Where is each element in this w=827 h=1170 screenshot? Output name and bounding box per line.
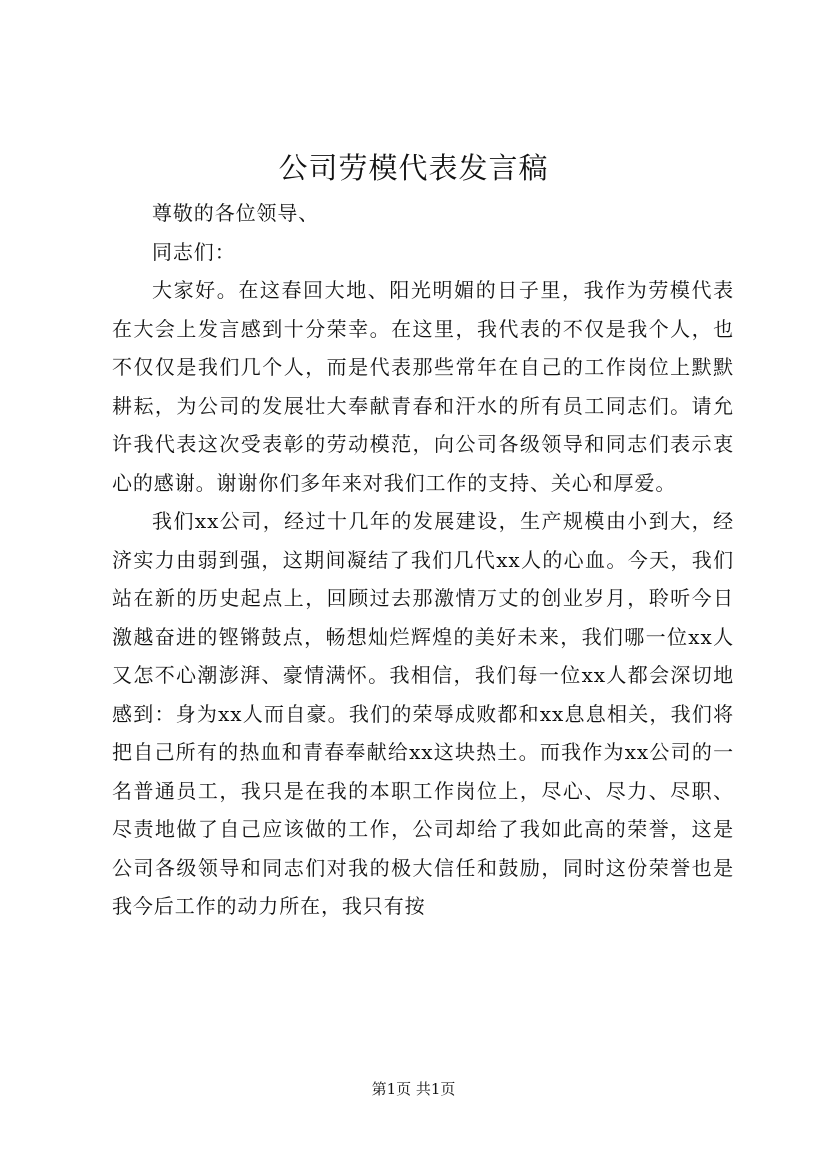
page-number-footer: 第1页 共1页 <box>371 1080 456 1098</box>
paragraph-greeting: 大家好。在这春回大地、阳光明媚的日子里，我作为劳模代表在大会上发言感到十分荣幸。在这里，我代表的不仅是我个人，也不仅仅是我们几个人，而是代表那些常年在自己的工作岗位上默默耕耘，为公司的发展壮大奉献青春和汗水的所有员工同志们。请允许我代表这次受表彰的劳动模范，向公司各级领导和同志们表示衷心的感谢。谢谢你们多年来对我们工作的支持、关心和厚爱。 <box>112 278 734 495</box>
salutation-line-2: 同志们： <box>152 239 236 264</box>
page-title: 公司劳模代表发言稿 <box>278 151 549 185</box>
document-body <box>112 194 734 926</box>
paragraph-company: 我们xx公司，经过十几年的发展建设，生产规模由小到大，经济实力由弱到强，这期间凝结了我们几代xx人的心血。今天，我们站在新的历史起点上，回顾过去那激情万丈的创业岁月，聆听今日激越奋进的铿锵鼓点，畅想灿烂辉煌的美好未来，我们哪一位xx人又怎不心潮澎湃、豪情满怀。我相信，我们每一位xx人都会深切地感到：身为xx人而自豪。我们的荣辱成败都和xx息息相关，我们将把自己所有的热血和青春奉献给xx这块热土。而我作为xx公司的一名普通员工，我只是在我的本职工作岗位上，尽心、尽力、尽职、尽责地做了自己应该做的工作，公司却给了我如此高的荣誉，这是公司各级领导和同志们对我的极大信任和鼓励，同时这份荣誉也是我今后工作的动力所在，我只有按 <box>112 509 734 918</box>
salutation-line-1: 尊敬的各位领导、 <box>152 201 320 225</box>
